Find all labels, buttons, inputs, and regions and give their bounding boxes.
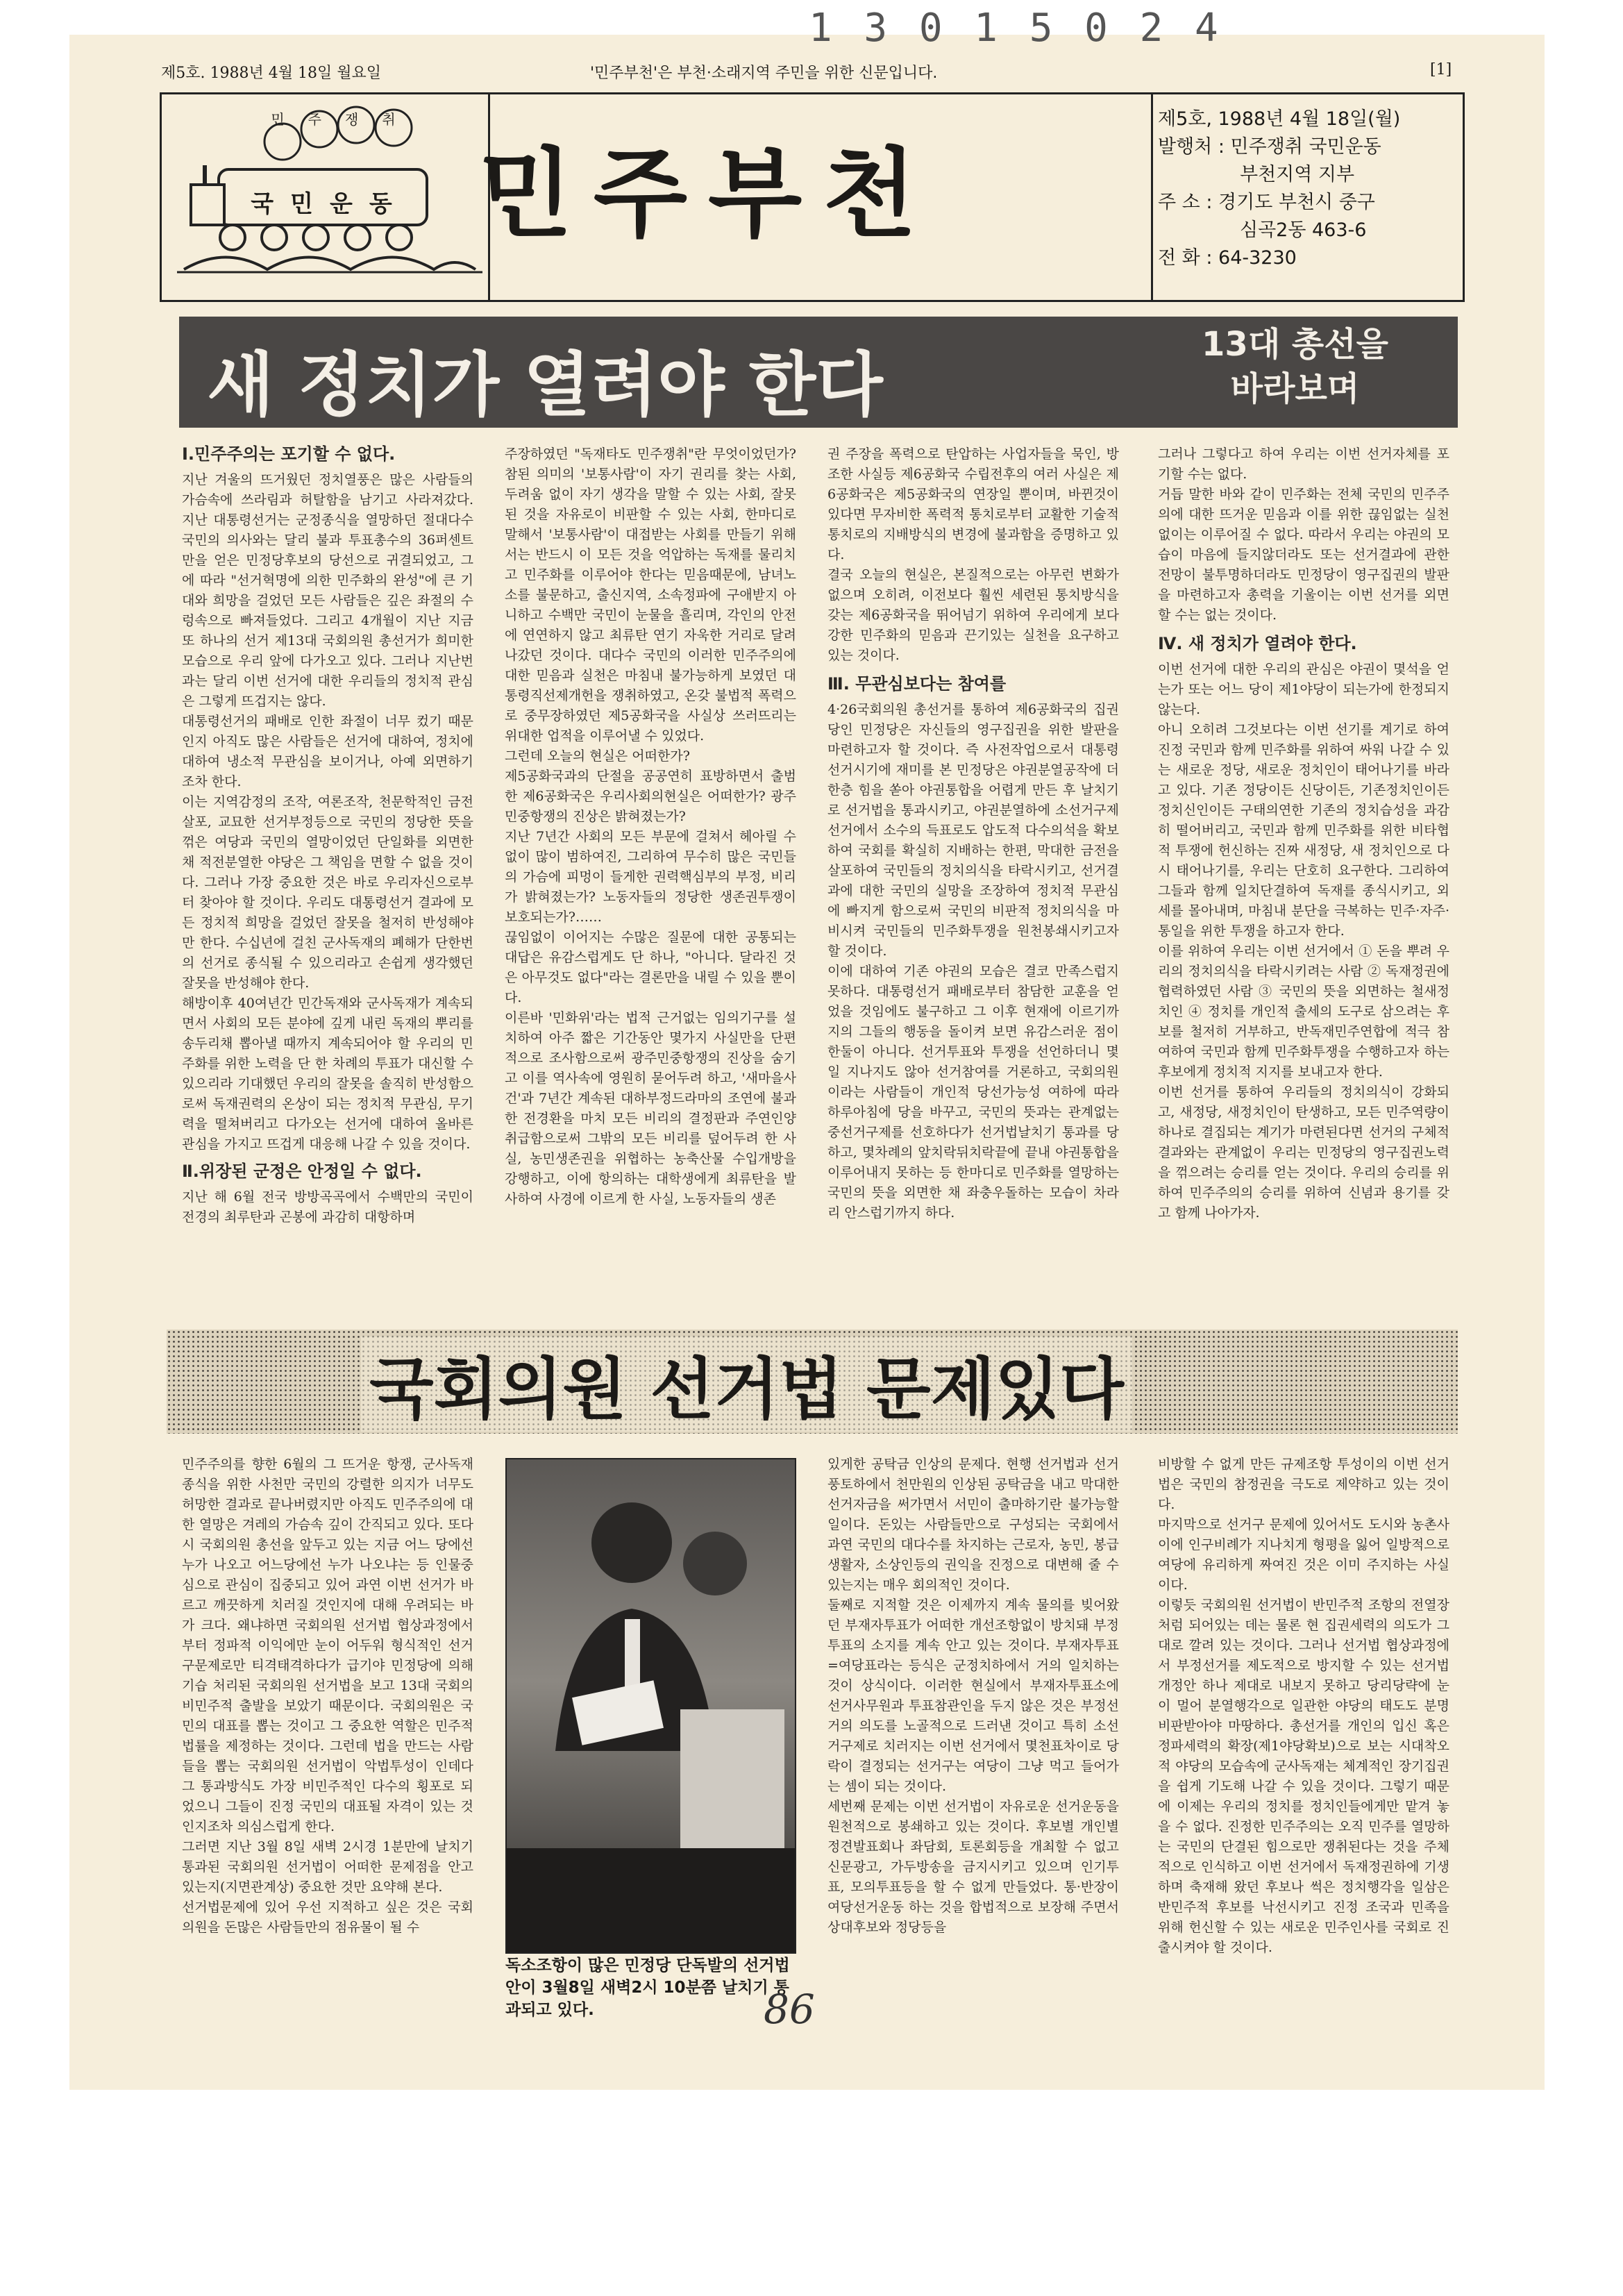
paragraph: 지난 7년간 사회의 모든 부문에 걸쳐서 헤아릴 수 없이 많이 범하여진, 그리하여 무수히 많은 국민들의 가슴에 피멍이 들게한 권력핵심부의 부정, 비리가 밝혀졌는가? 노동자들의 정당한 생존권투쟁이 보호되는가?…… bbox=[505, 829, 796, 925]
paragraph: 거듭 말한 바와 같이 민주화는 전체 국민의 민주주의에 대한 뜨거운 믿음과 이를 위한 끊임없는 실천없이는 이루어질 수 없다. 따라서 우리는 야권의 모습이 마음에 들지않더라도 또는 선거결과에 관한 전망이 불투명하더라도 민정당이 영구집권의 발판을 마련하고자 총력을 기울이는 이번 선거를 외면할 수는 없는 것이다. bbox=[1158, 487, 1449, 623]
logo-badge: 민주쟁취 bbox=[271, 111, 419, 128]
newspaper-title: 민주부천 bbox=[478, 138, 938, 251]
publisher-row bbox=[1158, 133, 1456, 161]
paragraph: 이른바 '민화위'라는 법적 근거없는 임의기구를 설치하여 아주 짧은 기간동안 몇가지 사실만을 단편적으로 조사함으로써 광주민중항쟁의 진상을 숨기고 이를 역사속에 영원히 묻어두려 하고, '새마을사건'과 7년간 계속된 대하부정드라마의 조연에 불과한 전경환을 마치 모든 비리의 결정판과 주연인양 취급함으로써 그밖의 모든 비리를 덮어두려 한 사실, 농민생존권을 위협하는 농축산물 수입개방을 강행하고, 이에 항의하는 대학생에게 최류탄을 발사하여 사경에 이르게 한 사실, 노동자들의 생존 bbox=[505, 1010, 796, 1207]
paragraph: 이번 선거에 대한 우리의 관심은 야권이 몇석을 얻는가 또는 어느 당이 제1야당이 되는가에 한정되지 않는다. bbox=[1158, 662, 1449, 717]
lead-headline: 새 정치가 열려야 한다 bbox=[207, 344, 883, 426]
paragraph: 지난 해 6월 전국 방방곡곡에서 수백만의 국민이 전경의 최루탄과 곤봉에 과감히 대항하며 bbox=[182, 1189, 473, 1225]
page-number: [1] bbox=[1430, 61, 1452, 78]
paragraph: 지난 겨울의 뜨거웠던 정치열풍은 많은 사람들의 가슴속에 쓰라림과 허탈함을 남기고 사라져갔다. 지난 대통령선거는 군정종식을 열망하던 절대다수 국민의 의사와는 달리 불과 투표총수의 36퍼센트만을 얻은 민정당후보의 당선으로 귀결되었고, 그에 따라 "선거혁명에 의한 민주화의 완성"에 큰 기대와 희망을 걸었던 모든 사람들은 깊은 좌절의 수렁속으로 빠져들었다. 그리고 4개월이 지난 지금 또 하나의 선거 제13대 국회의원 총선거가 희미한 모습으로 우리 앞에 다가오고 있다. 그러나 지난번과는 달리 이번 선거에 대한 우리들의 정치적 관심은 그렇게 뜨겁지는 않다. bbox=[182, 472, 473, 709]
publisher-label: 발행처 : bbox=[1158, 136, 1225, 158]
article1-column-1 bbox=[182, 444, 473, 1227]
publisher-name: 민주쟁취 국민운동 bbox=[1230, 136, 1381, 158]
phone-label: 전 화 : bbox=[1158, 247, 1213, 269]
publisher-branch: 부천지역 지부 bbox=[1240, 164, 1355, 185]
paragraph: 결국 오늘의 현실은, 본질적으로는 아무런 변화가 없으며 오히려, 이전보다 훨씬 세련된 통치방식을 갖는 제6공화국을 뛰어넘기 위하여 우리에게 보다 강한 민주화의 믿음과 끈기있는 실천을 요구하고 있는 것이다. bbox=[827, 567, 1119, 663]
address-line2: 심곡2동 463-6 bbox=[1240, 219, 1367, 241]
paragraph: 대통령선거의 패배로 인한 좌절이 너무 컸기 때문인지 아직도 많은 사람들은 선거에 대하여, 정치에 대하여 냉소적 무관심을 보이거나, 아예 외면하기조차 한다. bbox=[182, 714, 473, 789]
photo-figures-icon bbox=[507, 1459, 795, 1952]
handwritten-folio: 86 bbox=[764, 1986, 815, 2033]
paragraph: 권 주장을 폭력으로 탄압하는 사업자들을 묵인, 방조한 사실등 제6공화국 수립전후의 여러 사실은 제6공화국은 제5공화국의 연장일 뿐이며, 바뀐것이 있다면 무자비한 폭력적 통치로부터 교활한 기술적 통치로의 지배방식의 변경에 불과함을 증명하고 있다. bbox=[827, 446, 1119, 562]
paragraph: 이번 선거를 통하여 우리들의 정치의식이 강화되고, 새정당, 새정치인이 탄생하고, 모든 민주역량이 하나로 결집되는 계기가 마련된다면 선거의 구체적 결과와는 관계없이 우리는 민정당의 영구집권노력을 꺾으려는 승리를 얻는 것이다. 우리의 승리를 위하여 민주주의의 승리를 위하여 신념과 용기를 갖고 함께 나아가자. bbox=[1158, 1084, 1449, 1221]
paragraph: 아니 오히려 그것보다는 이번 선기를 계기로 하여 진정 국민과 함께 민주화를 위하여 싸워 나갈 수 있는 새로운 정당, 새로운 정치인이 태어나기를 바라고 있다. 기존 정당이든 신당이든, 기존정치인이든 정치신인이든 구태의연한 기존의 정치습성을 과감히 떨어버리고, 국민과 함께 민주화를 위한 비타협적 투쟁에 헌신하는 진짜 새정당, 새 정치인으로 다시 태어나기를, 우리는 단호히 요구한다. 그리하여 그들과 함께 일치단결하여 독재를 종식시키고, 외세를 몰아내며, 마침내 분단을 극복하는 민주·자주·통일을 위한 투쟁을 하고자 한다. bbox=[1158, 722, 1449, 939]
paragraph: 그러나 그렇다고 하여 우리는 이번 선거자체를 포기할 수는 없다. bbox=[1158, 446, 1449, 482]
article2-column-3 bbox=[1158, 1455, 1449, 1958]
paragraph: 마지막으로 선거구 문제에 있어서도 도시와 농촌사이에 인구비례가 지나치게 형평을 잃어 일방적으로 여당에 유리하게 짜여진 것은 이미 주지하는 사실이다. bbox=[1158, 1517, 1449, 1593]
article1-column-4 bbox=[1158, 444, 1449, 1223]
phone-row bbox=[1158, 244, 1456, 272]
lead-subheadline-line1: 13대 총선을 bbox=[1202, 325, 1388, 364]
section-heading-1: Ⅰ.민주주의는 포기할 수 없다. bbox=[182, 444, 396, 464]
article2-column-2 bbox=[827, 1455, 1119, 1938]
section-heading-3: Ⅲ. 무관심보다는 참여를 bbox=[827, 674, 1007, 694]
paragraph: 그런데 오늘의 현실은 어떠한가? bbox=[505, 748, 690, 764]
article2-column-1 bbox=[182, 1455, 473, 1938]
paragraph: 이렇듯 국회의원 선거법이 반민주적 조항의 전열장처럼 되어있는 데는 물론 현 집권세력의 의도가 그대로 깔려 있는 것이다. 그러나 선거법 협상과정에서 부정선거를 제도적으로 방지할 수 있는 선거법개정안 하나 제대로 내보지 못하고 당리당략에 눈이 멀어 분열행각으로 일관한 야당의 태도도 분명 비판받아야 마땅하다. 총선거를 개인의 입신 혹은 정파세력의 확장(제1야당확보)으로 보는 시대착오적 야당의 모습속에 군사독재는 체계적인 장기집권을 쉽게 기도해 나갈 수 있을 것이다. 그렇기 때문에 이제는 우리의 정치를 정치인들에게만 맡겨 놓을 수 없다. 진정한 민주주의는 오직 민주를 열망하는 국민의 단결된 힘으로만 쟁취된다는 것을 주체적으로 인식하고 이번 선거에서 독재정권하에 기생하며 축재해 왔던 후보나 썩은 정치행각을 일삼은 반민주적 후보를 낙선시키고 진정 조국과 민족을 위해 헌신할 수 있는 새로운 민주인사를 국회로 진출시켜야 할 것이다. bbox=[1158, 1598, 1449, 1955]
address-row bbox=[1158, 189, 1456, 217]
address-line1: 경기도 부천시 중구 bbox=[1218, 192, 1375, 213]
archive-number: 1 3 0 1 5 0 2 4 bbox=[809, 6, 1222, 51]
phone-number: 64-3230 bbox=[1218, 247, 1297, 269]
section-heading-2: Ⅱ.위장된 군정은 안정일 수 없다. bbox=[182, 1162, 422, 1181]
paragraph: 4·26국회의원 총선거를 통하여 제6공화국의 집권당인 민정당은 자신들의 영구집권을 위한 발판을 마련하고자 할 것이다. 즉 사전작업으로서 대통령선거시기에 재미를 본 민정당은 야권분열공작에 더한층 힘을 쏟아 야권통합을 어렵게 만든 후 날치기로 선거법을 통과시키고, 야권분열하에 소선거구제 선거에서 소수의 득표로도 압도적 다수의석을 확보하여 국회를 확실히 지배하는 한편, 막대한 금전을 살포하여 국민들의 정치의식을 타락시키고, 선거결과에 대한 국민의 실망을 조장하여 정치적 무관심에 빠지게 함으로써 국민의 비판적 정치의식을 마비시켜 국민들의 민주화투쟁을 원천봉쇄시키고자 할 것이다. bbox=[827, 702, 1119, 959]
lead-headline-banner bbox=[179, 317, 1458, 428]
issue-info: 제5호, 1988년 4월 18일(월) bbox=[1158, 108, 1401, 130]
paragraph: 그러면 지난 3월 8일 새벽 2시경 1분만에 날치기 통과된 국회의원 선거법이 어떠한 문제점을 안고 있는지(지면관계상) 중요한 것만 요약해 본다. bbox=[182, 1839, 473, 1895]
paragraph: 민주주의를 향한 6월의 그 뜨거운 항쟁, 군사독재 종식을 위한 사천만 국민의 강렬한 의지가 너무도 허망한 결과로 끝나버렸지만 아직도 민주주의에 대한 열망은 겨레의 가슴속 깊이 간직되고 있다. 또다시 국회의원 총선을 앞두고 있는 지금 어느 당에선 누가 나오고 어느당에선 누가 나오냐는 등 인물중심으로 관심이 집중되고 있어 과연 이번 선거가 바르고 깨끗하게 치러질 것인지에 대해 우려되는 바가 크다. 왜냐하면 국회의원 선거법 협상과정에서 부터 정파적 이익에만 눈이 어두워 형식적인 선거구문제로만 티격태격하다가 급기야 민정당에 의해 기습 처리된 국회의원 선거법을 보고 13대 국회의 비민주적 출발을 보았기 때문이다. 국회의원은 국민의 대표를 뽑는 것이고 그 중요한 역할은 민주적 법률을 제정하는 것이다. 그런데 법을 만드는 사람들을 뽑는 국회의원 선거법이 악법투성이 인데다 그 통과방식도 가장 비민주적인 다수의 횡포로 되었으니 그들이 진정 국민의 대표될 자격이 있는 것인지조차 의심스럽게 한다. bbox=[182, 1457, 473, 1834]
paragraph: 제5공화국과의 단절을 공공연히 표방하면서 출범한 제6공화국은 우리사회의현실은 어떠한가? 광주민중항쟁의 진상은 밝혀졌는가? bbox=[505, 769, 796, 824]
logo-label: 국민운동 bbox=[251, 190, 409, 218]
article1-column-2 bbox=[505, 444, 796, 1209]
paragraph: 선거법문제에 있어 우선 지적하고 싶은 것은 국회의원을 돈많은 사람들만의 점유물이 될 수 bbox=[182, 1900, 473, 1935]
paragraph: 있게한 공탁금 인상의 문제다. 현행 선거법과 선거풍토하에서 천만원의 인상된 공탁금을 내고 막대한 선거자금을 써가면서 서민이 출마하기란 불가능할 일이다. 돈있는 사람들만으로 구성되는 국회에서 과연 국민의 대다수를 차지하는 근로자, 농민, 봉급생활자, 소상인등의 권익을 진정으로 대변해 줄 수 있는지는 매우 회의적인 것이다. bbox=[827, 1457, 1119, 1593]
address-label: 주 소 : bbox=[1158, 192, 1213, 213]
second-headline: 국회의원 선거법 문제있다 bbox=[361, 1336, 1132, 1432]
lead-subheadline-line2: 바라보며 bbox=[1230, 369, 1360, 408]
paragraph: 주장하였던 "독재타도 민주쟁취"란 무엇이었던가? 참된 의미의 '보통사람'이 자기 권리를 찾는 사회, 두려움 없이 자기 생각을 말할 수 있는 사회, 잘못된 것을 자유로이 비판할 수 있는 사회, 한마디로 말해서 '보통사람'이 대접받는 사회를 만들기 위해서는 반드시 이 모든 것을 억압하는 독재를 물리치고 민주화를 이루어야 한다는 믿음때문에, 남녀노소를 불문하고, 출신지역, 소속정파에 구애받지 아니하고 수백만 국민이 눈물을 흘리며, 각인의 안전에 연연하지 않고 최류탄 연기 자욱한 거리로 달려 나갔던 것이다. 대다수 국민의 이러한 민주주의에 대한 믿음과 실천은 마침내 불가능하게 보였던 대통령직선제개헌을 쟁취하였고, 온갖 불법적 폭력으로 중무장하였던 제5공화국을 사실상 쓰러뜨리는 위대한 업적을 이루어낼 수 있었다. bbox=[505, 446, 796, 744]
news-photo bbox=[505, 1458, 796, 1954]
tagline: '민주부천'은 부천·소래지역 주민을 위한 신문입니다. bbox=[590, 65, 938, 82]
photo-caption: 독소조항이 많은 민정당 단독발의 선거법안이 3월8일 새벽2시 10분쯤 날치기 통과되고 있다. bbox=[505, 1956, 790, 2019]
issue-date-line: 제5호. 1988년 4월 18일 월요일 bbox=[161, 65, 381, 82]
paragraph: 이는 지역감정의 조작, 여론조작, 천문학적인 금전살포, 교묘한 선거부정등으로 국민의 정당한 뜻을 꺾은 여당과 국민의 열망이었던 단일화를 외면한 채 적전분열한 야당은 그 책임을 면할 수 없을 것이다. 그러나 가장 중요한 것은 바로 우리자신으로부터 찾아야 할 것이다. 우리도 대통령선거 결과에 모든 정치적 희망을 걸었던 잘못을 철저히 반성해야만 한다. 수십년에 걸친 군사독재의 폐해가 단한번의 선거로 종식될 수 있으리라고 손쉽게 생각했던 잘못을 반성해야 한다. bbox=[182, 794, 473, 991]
paragraph: 둘째로 지적할 것은 이제까지 계속 물의를 빚어왔던 부재자투표가 어떠한 개선조항없이 방치돼 부정투표의 소지를 계속 안고 있는 것이다. 부재자투표=여당표라는 등식은 군정치하에서 거의 일치하는 것이 상식이다. 이러한 현실에서 부재자투표소에 선거사무원과 투표참관인을 두지 않은 것은 부정선거의 의도를 노골적으로 드러낸 것이고 특히 소선거구제로 치러지는 이번 선거에서 몇천표차이로 당락이 결정되는 선거구는 여당이 그냥 먹고 들어가는 셈이 되는 것이다. bbox=[827, 1598, 1119, 1794]
paragraph: 이를 위하여 우리는 이번 선거에서 ① 돈을 뿌려 우리의 정치의식을 타락시키려는 사람 ② 독재정권에 협력하였던 사람 ③ 국민의 뜻을 외면하는 철새정치인 ④ 정치를 개인적 출세의 도구로 삼으려는 후보를 철저히 거부하고, 반독재민주연합에 적극 참여하여 국민과 함께 민주화투쟁을 수행하고자 하는 후보에게 정치적 지지를 보내고자 한다. bbox=[1158, 944, 1449, 1080]
publication-info bbox=[1158, 106, 1456, 272]
paragraph: 세번째 문제는 이번 선거법이 자유로운 선거운동을 원천적으로 봉쇄하고 있는 것이다. 후보별 개인별 정견발표회나 좌담회, 토론회등을 개최할 수 없고 신문광고, 가두방송을 금지시키고 있으며 인기투표, 모의투표등을 할 수 없게 만들었다. 통·반장이 여당선거운동 하는 것을 합법적으로 보장해 주면서 상대후보와 정당등을 bbox=[827, 1799, 1119, 1935]
lead-subheadline bbox=[1202, 322, 1388, 411]
paragraph: 끊임없이 이어지는 수많은 질문에 대한 공통되는 대답은 유감스럽게도 단 하나, "아니다. 달라진 것은 아무것도 없다"라는 결론만을 내릴 수 있을 뿐이다. bbox=[505, 930, 796, 1005]
paragraph: 비방할 수 없게 만든 규제조항 투성이의 이번 선거법은 국민의 참정권을 극도로 제약하고 있는 것이다. bbox=[1158, 1457, 1449, 1512]
paragraph: 이에 대하여 기존 야권의 모습은 결코 만족스럽지 못하다. 대통령선거 패배로부터 참담한 교훈을 얻었을 것임에도 불구하고 그 이후 현재에 이르기까지의 그들의 행동을 돌이켜 보면 유감스러운 점이 한둘이 아니다. 선거투표와 투쟁을 선언하더니 몇일 지나지도 않아 선거참여를 거론하고, 국회의원이라는 사람들이 개인적 당선가능성 여하에 따라 하루아침에 당을 바꾸고, 국민의 뜻과는 관계없는 중선거구제를 선호하다가 선거법날치기 통과를 당하고, 몇차례의 앞치락뒤치락끝에 끝내 야권통합을 이루어내지 못하는 등 한마디로 민주화를 열망하는 국민의 뜻을 외면한 채 좌충우돌하는 모습이 차라리 안스럽기까지 하다. bbox=[827, 964, 1119, 1221]
paragraph: 해방이후 40여년간 민간독재와 군사독재가 계속되면서 사회의 모든 분야에 깊게 내린 독재의 뿌리를 송두리채 뽑아낼 때까지 계속되어야 할 우리의 민주화를 위한 노력을 단 한 차례의 투표가 대신할 수 있으리라 기대했던 우리의 잘못을 솔직히 반성함으로써 독재권력의 온상이 되는 정치적 무관심, 무기력을 떨쳐버리고 다가오는 선거에 대하여 올바른 관심을 가지고 뜨겁게 대응해 나갈 수 있을 것이다. bbox=[182, 996, 473, 1152]
article1-column-3 bbox=[827, 444, 1119, 1223]
section-heading-4: Ⅳ. 새 정치가 열려야 한다. bbox=[1158, 634, 1357, 653]
